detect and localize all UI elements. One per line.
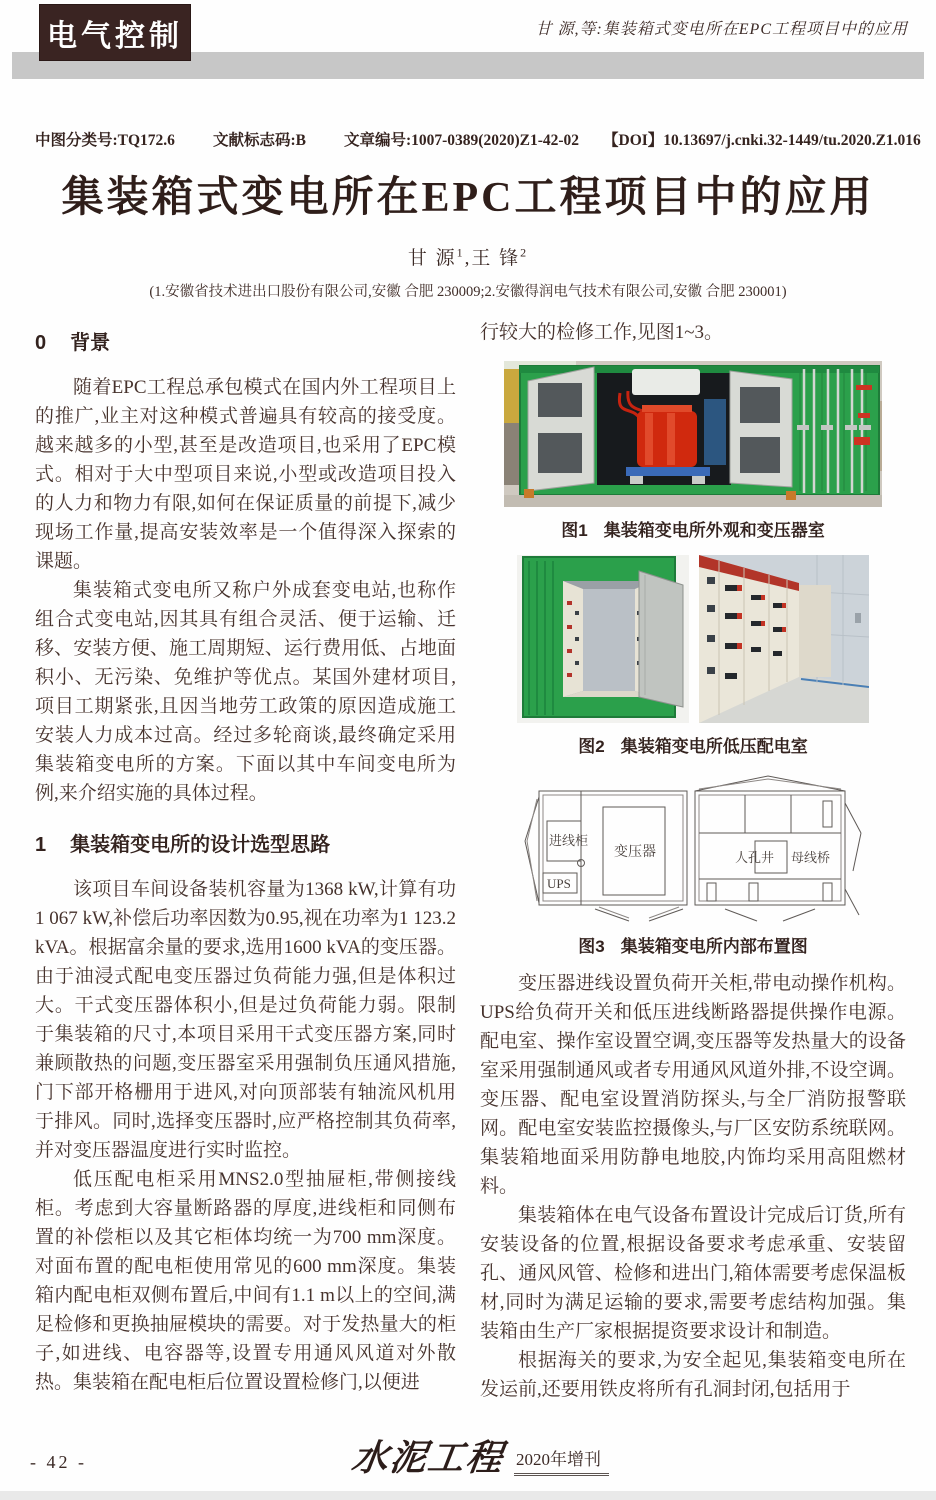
- figure-3-caption-text: 集装箱变电所内部布置图: [620, 937, 808, 956]
- meta-article-no: 文章编号:1007-0389(2020)Z1-42-02: [343, 132, 580, 149]
- author-2: 王 锋: [471, 248, 521, 269]
- meta-clc: 中图分类号:TQ172.6: [35, 132, 175, 149]
- section-heading-0: [35, 326, 456, 355]
- page-number: - 42 -: [30, 1452, 87, 1472]
- figure-3-label: 图3: [578, 937, 605, 956]
- running-title: 甘 源,等:集装箱式变电所在EPC工程项目中的应用: [535, 21, 908, 38]
- figure-2-caption-text: 集装箱变电所低压配电室: [620, 737, 808, 756]
- fig3-label-manhole: 人孔井: [735, 850, 775, 865]
- paragraph: 集装箱式变电所又称户外成套变电站,也称作组合式变电站,因其具有组合灵活、便于运输、迁移、安装方便、施工周期短、运行费用低、占地面积小、无污染、免维护等优点。某国外建材项目,项目工期紧张,且因当地劳工政策的原因造成施工安装人力成本过高。经过多轮商谈,最终确定采用集装箱变电所的方案。下面以其中车间变电所为例,来介绍实施的具体过程。: [35, 580, 456, 804]
- paragraph: 变压器进线设置负荷开关柜,带电动操作机构。UPS给负荷开关和低压进线断路器提供操作电源。配电室、操作室设置空调,变压器等发热量大的设备室采用强制通风或者专用通风风道外排,不设空调。变压器、配电室设置消防探头,与全厂消防报警联网。配电室安装监控摄像头,与厂区安防系统联网。集装箱地面采用防静电地胶,内饰均采用高阻燃材料。: [480, 973, 906, 1197]
- fig3-label-transformer: 变压器: [614, 845, 656, 860]
- section-title: 背景: [70, 332, 111, 354]
- meta-doi: 【DOI】10.13697/j.cnki.32-1449/tu.2020.Z1.016: [603, 132, 921, 149]
- fig3-label-bus-bridge: 母线桥: [791, 850, 831, 865]
- figure-1-caption: [480, 516, 906, 541]
- left-column: [35, 318, 456, 1397]
- fig3-label-ups: UPS: [547, 876, 571, 891]
- right-column: [480, 318, 906, 1404]
- paragraph: 低压配电柜采用MNS2.0型抽屉柜,带侧接线柜。考虑到大容量断路器的厚度,进线柜和同侧布置的补偿柜以及其它柜体均统一为700 mm深度。对面布置的配电柜使用常见的600 mm深度。集装箱内配电柜双侧布置后,中间有1.1 m以上的空间,满足检修和更换抽屉模块的需要。对于发热量大的柜子,如进线、电容器等,设置专用通风风道对外散热。集装箱在配电柜后位置设置检修门,以便进: [35, 1169, 456, 1393]
- meta-doc-code: 文献标志码:B: [212, 132, 306, 149]
- layout-diagram: [523, 771, 863, 923]
- figure-1-caption-text: 集装箱变电所外观和变压器室: [603, 521, 825, 540]
- journal-footer: [349, 1438, 609, 1478]
- fig3-label-inlet-cabinet: 进线柜: [549, 833, 589, 848]
- journal-name: 水泥工程: [349, 1438, 507, 1478]
- article-meta-line: [35, 128, 921, 150]
- figure-3-caption: [480, 932, 906, 957]
- figure-2: [480, 555, 906, 757]
- article-title: 集装箱式变电所在EPC工程项目中的应用: [61, 175, 875, 221]
- section-number: 1: [35, 834, 47, 856]
- section-heading-1: [35, 828, 456, 857]
- paragraph-continuation: 行较大的检修工作,见图1~3。: [480, 322, 724, 343]
- paragraph: 随着EPC工程总承包模式在国内外工程项目上的推广,业主对这种模式普遍具有较高的接受度。越来越多的小型,甚至是改造项目,也采用了EPC模式。相对于大中型项目来说,小型或改造项目投入的人力和物力有限,如何在保证质量的前提下,减少现场工作量,提高安装效率是一个值得深入探索的课题。: [35, 377, 456, 572]
- figure-3: [480, 771, 906, 957]
- paragraph: 该项目车间设备装机容量为1368 kW,计算有功1 067 kW,补偿后功率因数为0.95,视在功率为1 123.2 kVA。根据富余量的要求,选用1600 kVA的变压器。由于油浸式配电变压器过负荷能力强,但是体积过大。干式变压器体积小,但是过负荷能力弱。限制于集装箱的尺寸,本项目采用干式变压器方案,同时兼顾散热的问题,变压器室采用强制负压通风措施,门下部开格栅用于进风,对向顶部装有轴流风机用于排风。同时,选择变压器时,应严格控制其负荷率,并对变压器温度进行实时监控。: [35, 879, 456, 1161]
- lv-switchgear-room-photo: [699, 555, 869, 723]
- author-2-affiliation-mark: 2: [520, 245, 529, 260]
- paragraph: 集装箱体在电气设备布置设计完成后订货,所有安装设备的位置,根据设备要求考虑承重、安装留孔、通风风管、检修和进出门,箱体需要考虑保温板材,同时为满足运输的要求,需要考虑结构加强。集装箱由生产厂家根据提资要求设计和制造。: [480, 1205, 906, 1342]
- section-number: 0: [35, 332, 47, 354]
- section-title: 集装箱变电所的设计选型思路: [70, 834, 331, 856]
- paragraph: 根据海关的要求,为安全起见,集装箱变电所在发运前,还要用铁皮将所有孔洞封闭,包括用于: [480, 1350, 906, 1400]
- figure-2-label: 图2: [578, 737, 605, 756]
- column-category-badge: 电气控制: [40, 5, 190, 60]
- author-1-affiliation-mark: 1: [456, 245, 465, 260]
- author-line: [0, 243, 936, 270]
- container-door-open-photo: [517, 555, 689, 723]
- container-substation-photo: [504, 361, 882, 507]
- figure-1-label: 图1: [561, 521, 588, 540]
- page-bottom-strip: [0, 1491, 936, 1500]
- author-1: 甘 源: [407, 248, 457, 269]
- journal-issue: 2020年增刊: [514, 1445, 609, 1476]
- affiliation-line: (1.安徽省技术进出口股份有限公司,安徽 合肥 230009;2.安徽得润电气技术有限公司,安徽 合肥 230001): [149, 284, 787, 300]
- figure-2-caption: [480, 732, 906, 757]
- figure-1: [480, 361, 906, 541]
- author-separator: ,: [464, 248, 472, 269]
